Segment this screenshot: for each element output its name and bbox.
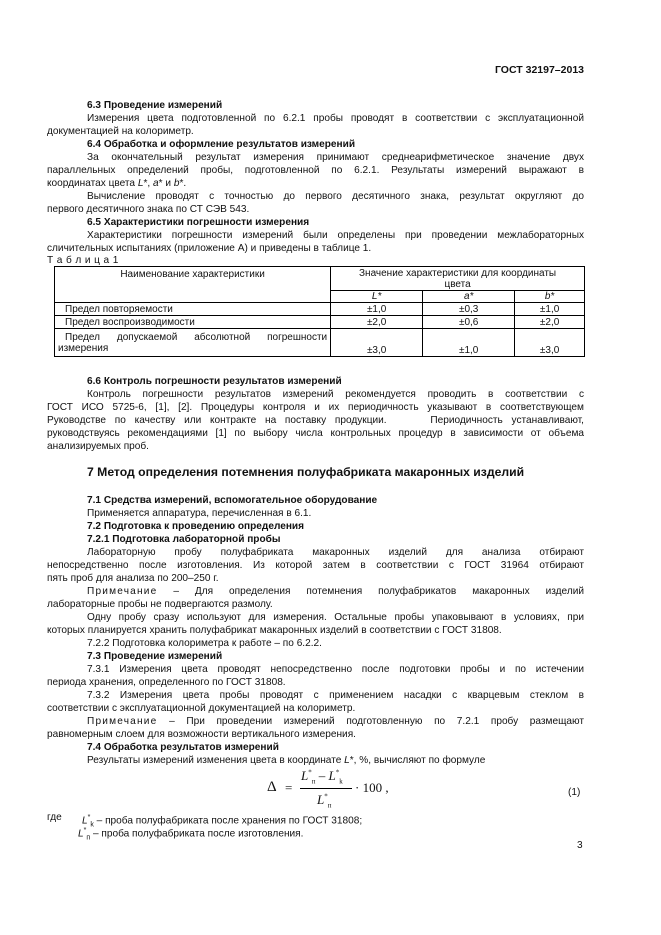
formula-delta: Δ xyxy=(267,779,277,795)
s64-text-line: За окончательный результат измерения принимают среднеарифметическое значение двух xyxy=(87,152,584,163)
note-1-line: лабораторные пробы не подвергаются размолу. xyxy=(47,599,273,610)
section-6-5-heading: 6.5 Характеристики погрешности измерения xyxy=(87,217,310,228)
section-7-1-heading: 7.1 Средства измерений, вспомогательное оборудование xyxy=(87,495,378,506)
s721-text-line: которых планируется хранить полуфабрикат макаронных изделий в соответствии с ГОСТ 31808. xyxy=(47,625,502,636)
s66-text-line: анализируемых проб. xyxy=(47,441,149,452)
formula-number: (1) xyxy=(568,787,581,798)
s63-text-line: документацией на колориметр. xyxy=(47,126,194,137)
s66-text-line: руководствуясь рекомендациями [1] по выбору числа контрольных процедур в зависимости от объема xyxy=(47,428,584,439)
formula-denominator: $L^*_п$ xyxy=(317,792,332,810)
table-header-name: Наименование характеристики xyxy=(55,267,331,303)
table-subheader-a: a* xyxy=(423,291,515,303)
table-subheader-b: b* xyxy=(515,291,585,303)
formula-1 xyxy=(267,768,417,810)
s65-text-line: сличительных испытаниях (приложение А) и приведены в таблице 1. xyxy=(47,243,372,254)
page-number: 3 xyxy=(577,840,583,851)
table-row: Предел воспроизводимости ±2,0 ±0,6 ±2,0 xyxy=(55,316,585,329)
where-item: $L^*_k$ – проба полуфабриката после хранения по ГОСТ 31808; xyxy=(82,814,363,829)
s71-text: Применяется аппаратура, перечисленная в 6.1. xyxy=(87,508,312,519)
s731-text-line: периода хранения, определенного по ГОСТ 31808. xyxy=(47,677,286,688)
s731-text-line: 7.3.1 Измерения цвета проводят непосредственно после подготовки пробы и по истечении xyxy=(87,664,584,675)
formula-equals: = xyxy=(285,780,293,795)
formula-multiplier: · 100 , xyxy=(355,780,389,795)
s732-text-line: 7.3.2 Измерения цвета пробы проводят с применением насадки с кварцевым стеклом в xyxy=(87,690,584,701)
s66-text-line: Контроль погрешности результатов измерений рекомендуется проводить в соответствии с xyxy=(87,389,584,400)
table-row: Предел повторяемости ±1,0 ±0,3 ±1,0 xyxy=(55,303,585,316)
section-7-2-1-heading: 7.2.1 Подготовка лабораторной пробы xyxy=(87,534,281,545)
document-number: ГОСТ 32197–2013 xyxy=(494,64,584,76)
section-6-4-heading: 6.4 Обработка и оформление результатов измерений xyxy=(87,139,356,150)
section-7-heading: 7 Метод определения потемнения полуфабриката макаронных изделий xyxy=(87,465,525,479)
s64-text-line: координатах цвета L*, a* и b*. xyxy=(47,178,187,189)
s732-text-line: соответствии с эксплуатационной документацией на колориметр. xyxy=(47,703,356,714)
table-header-value: Значение характеристики для координаты цвета xyxy=(331,267,585,291)
s721-text-line: Одну пробу сразу используют для измерения. Остальные пробы упаковывают в условиях, при xyxy=(87,612,584,623)
s63-text-line: Измерения цвета подготовленной по 6.2.1 пробы проводят в соответствии с эксплуатационной xyxy=(87,113,584,124)
section-6-6-heading: 6.6 Контроль погрешности результатов измерений xyxy=(87,376,342,387)
table-1 xyxy=(54,266,585,357)
s64-text-line: Вычисление проводят с точностью до первого десятичного знака, результат округляют до xyxy=(87,191,584,202)
s64-text-line: параллельных определений пробы, подготовленной по 6.2.1. Результаты измерений выражают в xyxy=(47,165,584,176)
note-1-line: Примечание – Для определения потемнения полуфабрикатов макаронных изделий xyxy=(87,586,584,597)
section-6-3-heading: 6.3 Проведение измерений xyxy=(87,100,223,111)
s721-text-line: пять проб для анализа по 200–250 г. xyxy=(47,573,219,584)
table-caption: Т а б л и ц а 1 xyxy=(47,255,119,266)
note-2-line: Примечание – При проведении измерений подготовленную по 7.2.1 пробу размещают xyxy=(87,716,584,727)
s721-text-line: Лабораторную пробу полуфабриката макаронных изделий для анализа отбирают xyxy=(87,547,584,558)
s66-text-line: ГОСТ ИСО 5725-6, [1], [2]. Процедуры контроля и их периодичность указывают в соответствующем xyxy=(47,402,584,413)
s65-text-line: Характеристики погрешности измерений были определены при проведении межлабораторных xyxy=(87,230,584,241)
s721-text-line: непосредственно после изготовления. Из которой затем в соответствии с ГОСТ 31964 отбирают xyxy=(47,560,584,571)
s66-text-line: Руководстве по качеству или контракте на поставку продукции. Периодичность устанавливают, xyxy=(47,415,584,426)
s64-text-line: первого десятичного знака по СТ СЭВ 543. xyxy=(47,204,250,215)
formula-numerator: $L^*_п - L^*_k$ xyxy=(301,768,343,786)
table-row: Предел допускаемой абсолютной погрешности измерения ±3,0 ±1,0 ±3,0 xyxy=(55,329,585,357)
formula-fraction-bar xyxy=(300,788,352,789)
where-label: где xyxy=(47,812,62,823)
note-2-line: равномерным слоем для возможности вертикального измерения. xyxy=(47,729,356,740)
section-7-4-heading: 7.4 Обработка результатов измерений xyxy=(87,742,279,753)
s74-text: Результаты измерений изменения цвета в координате L*, %, вычисляют по формуле xyxy=(87,755,486,766)
section-7-2-heading: 7.2 Подготовка к проведению определения xyxy=(87,521,305,532)
s722-text: 7.2.2 Подготовка колориметра к работе – по 6.2.2. xyxy=(87,638,322,649)
section-7-3-heading: 7.3 Проведение измерений xyxy=(87,651,223,662)
table-subheader-L: L* xyxy=(331,291,423,303)
where-item: $L^*_п$ – проба полуфабриката после изготовления. xyxy=(78,827,304,842)
